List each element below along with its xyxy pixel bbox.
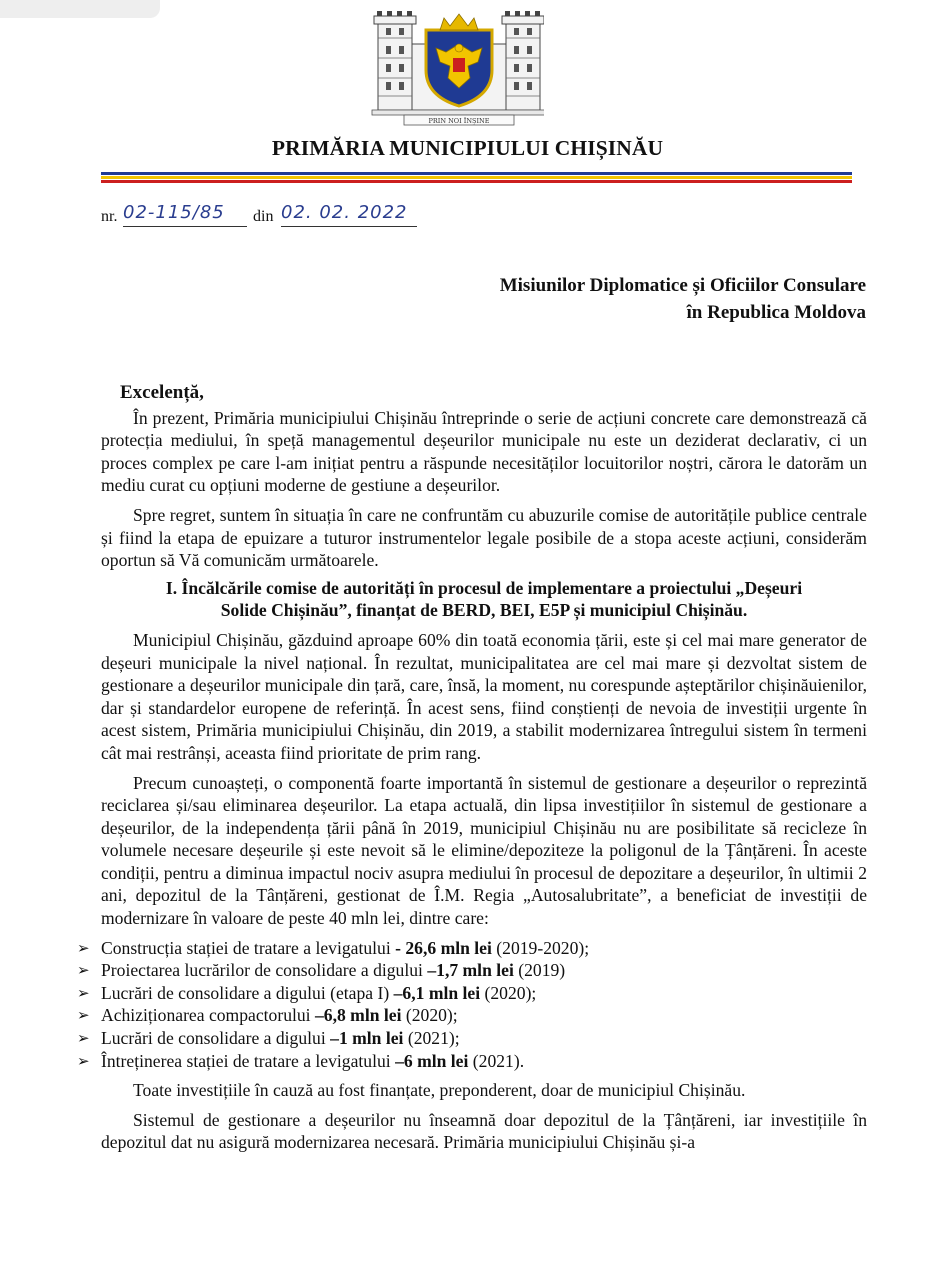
date-handwritten-value: 02. 02. 2022 (281, 202, 408, 223)
addressee-line-2: în Republica Moldova (686, 302, 866, 323)
salutation: Excelență, (120, 382, 204, 403)
tricolor-divider (101, 172, 852, 183)
date-label: din (253, 208, 274, 225)
registration-reference (101, 200, 601, 240)
paragraph-6: Sistemul de gestionare a deșeurilor nu înseamnă doar depozitul de la Țânțăreni, iar investițiile în depozitul dat nu asigură modernizarea necesară. Primăria municipiului Chișinău și-a (101, 1109, 867, 1153)
arrow-bullet-icon: ➢ (77, 1029, 90, 1048)
paragraph-4: Precum cunoașteți, o componentă foarte importantă în sistemul de gestionare a deșeurilor o reprezintă reciclarea și/sau eliminarea deșeurilor. La etapa actuală, din lipsa investițiilor în sistemul de gestionare a deșeurilor, de la independența țării până în 2019, municipiul Chișinău nu are posibilitate să recicleze în volumele necesare deșeurile și este nevoit să le elimine/depoziteze la poligonul de la Țânțăreni. În aceste condiții, pentru a diminua impactul nociv asupra mediului în procesul de depozitare a deșeurilor, în ultimii 2 ani, depozitul de la Tânțăreni, gestionat de Î.M. Regia „Autosalubritate”, a beneficiat de investiții de modernizare în valoare de peste 40 mln lei, dintre care: (101, 772, 867, 929)
arrow-bullet-icon: ➢ (77, 983, 90, 1002)
paragraph-1: În prezent, Primăria municipiului Chișinău întreprinde o serie de acțiuni concrete care demonstrează că protecția mediului, în speță managementul deșeurilor municipale nu este un deziderat declarativ, ci un proces complex pe care l-am inițiat pentru a răspunde necesităților locuitorilor noștri, cărora le datorăm un mediu curat cu opțiuni moderne de gestiune a deșeurilor. (101, 407, 867, 496)
arrow-bullet-icon: ➢ (77, 938, 90, 957)
nr-label: nr. (101, 208, 118, 225)
arrow-bullet-icon: ➢ (77, 961, 90, 980)
paragraph-3: Municipiul Chișinău, găzduind aproape 60% din toată economia țării, este și cel mai mare generator de deșeuri municipale la nivel național. În rezultat, municipalitatea are cel mai mare și dezvoltat sistem de gestionare a deșeurilor municipale din țară, care, însă, la moment, nu corespunde așteptărilor chișinăuienilor, dar și standardelor europene de referință. În acest sens, fiind conștienți de nevoia de investiții urgente în acest sistem, Primăria municipiului Chișinău, din 2019, a stabilit modernizarea întregului sistem în termeni cât mai restrânși, aceasta fiind prioritate de prim rang. (101, 629, 867, 763)
chisinau-coat-of-arms-emblem (364, 8, 544, 126)
list-item: ➢ Întreținerea stației de tratare a levigatului –6 mln lei (2021). (77, 1050, 525, 1071)
arrow-bullet-icon: ➢ (77, 1051, 90, 1070)
paragraph-2: Spre regret, suntem în situația în care ne confruntăm cu abuzurile comise de autoritățile publice centrale și fiind la etapa de epuizare a tuturor instrumentelor legale posibile de a stopa aceste acțiuni, considerăm oportun să Vă comunicăm următoarele. (101, 504, 867, 571)
institution-title: PRIMĂRIA MUNICIPIULUI CHIȘINĂU (271, 136, 664, 160)
investment-list (77, 937, 867, 1073)
section-heading-line-2: Solide Chișinău”, finanțat de BERD, BEI, E5P și municipiul Chișinău. (220, 600, 748, 621)
arrow-bullet-icon: ➢ (77, 1006, 90, 1025)
list-item: ➢ Construcția stației de tratare a levigatului - 26,6 mln lei (2019-2020); (77, 937, 590, 958)
addressee-line-1: Misiunilor Diplomatice și Oficiilor Consulare (499, 275, 866, 296)
list-item: ➢ Proiectarea lucrărilor de consolidare a digului –1,7 mln lei (2019) (77, 960, 566, 981)
section-heading (101, 577, 867, 622)
emblem-motto: PRIN NOI ÎNȘINE (428, 117, 490, 125)
addressee-block (500, 272, 866, 326)
list-item: ➢ Lucrări de consolidare a digului –1 mln lei (2021); (77, 1028, 460, 1049)
page-edge-shadow (0, 0, 160, 18)
list-item: ➢ Achiziționarea compactorului –6,8 mln lei (2020); (77, 1005, 458, 1026)
paragraph-5: Toate investițiile în cauză au fost finanțate, preponderent, doar de municipiul Chișinău. (133, 1080, 746, 1101)
list-item: ➢ Lucrări de consolidare a digului (etapa I) –6,1 mln lei (2020); (77, 982, 537, 1003)
section-heading-line-1: I. Încălcările comise de autorități în procesul de implementare a proiectului „Deșeuri (165, 577, 803, 598)
letter-body (77, 382, 867, 1154)
nr-handwritten-value: 02-115/85 (123, 202, 225, 223)
